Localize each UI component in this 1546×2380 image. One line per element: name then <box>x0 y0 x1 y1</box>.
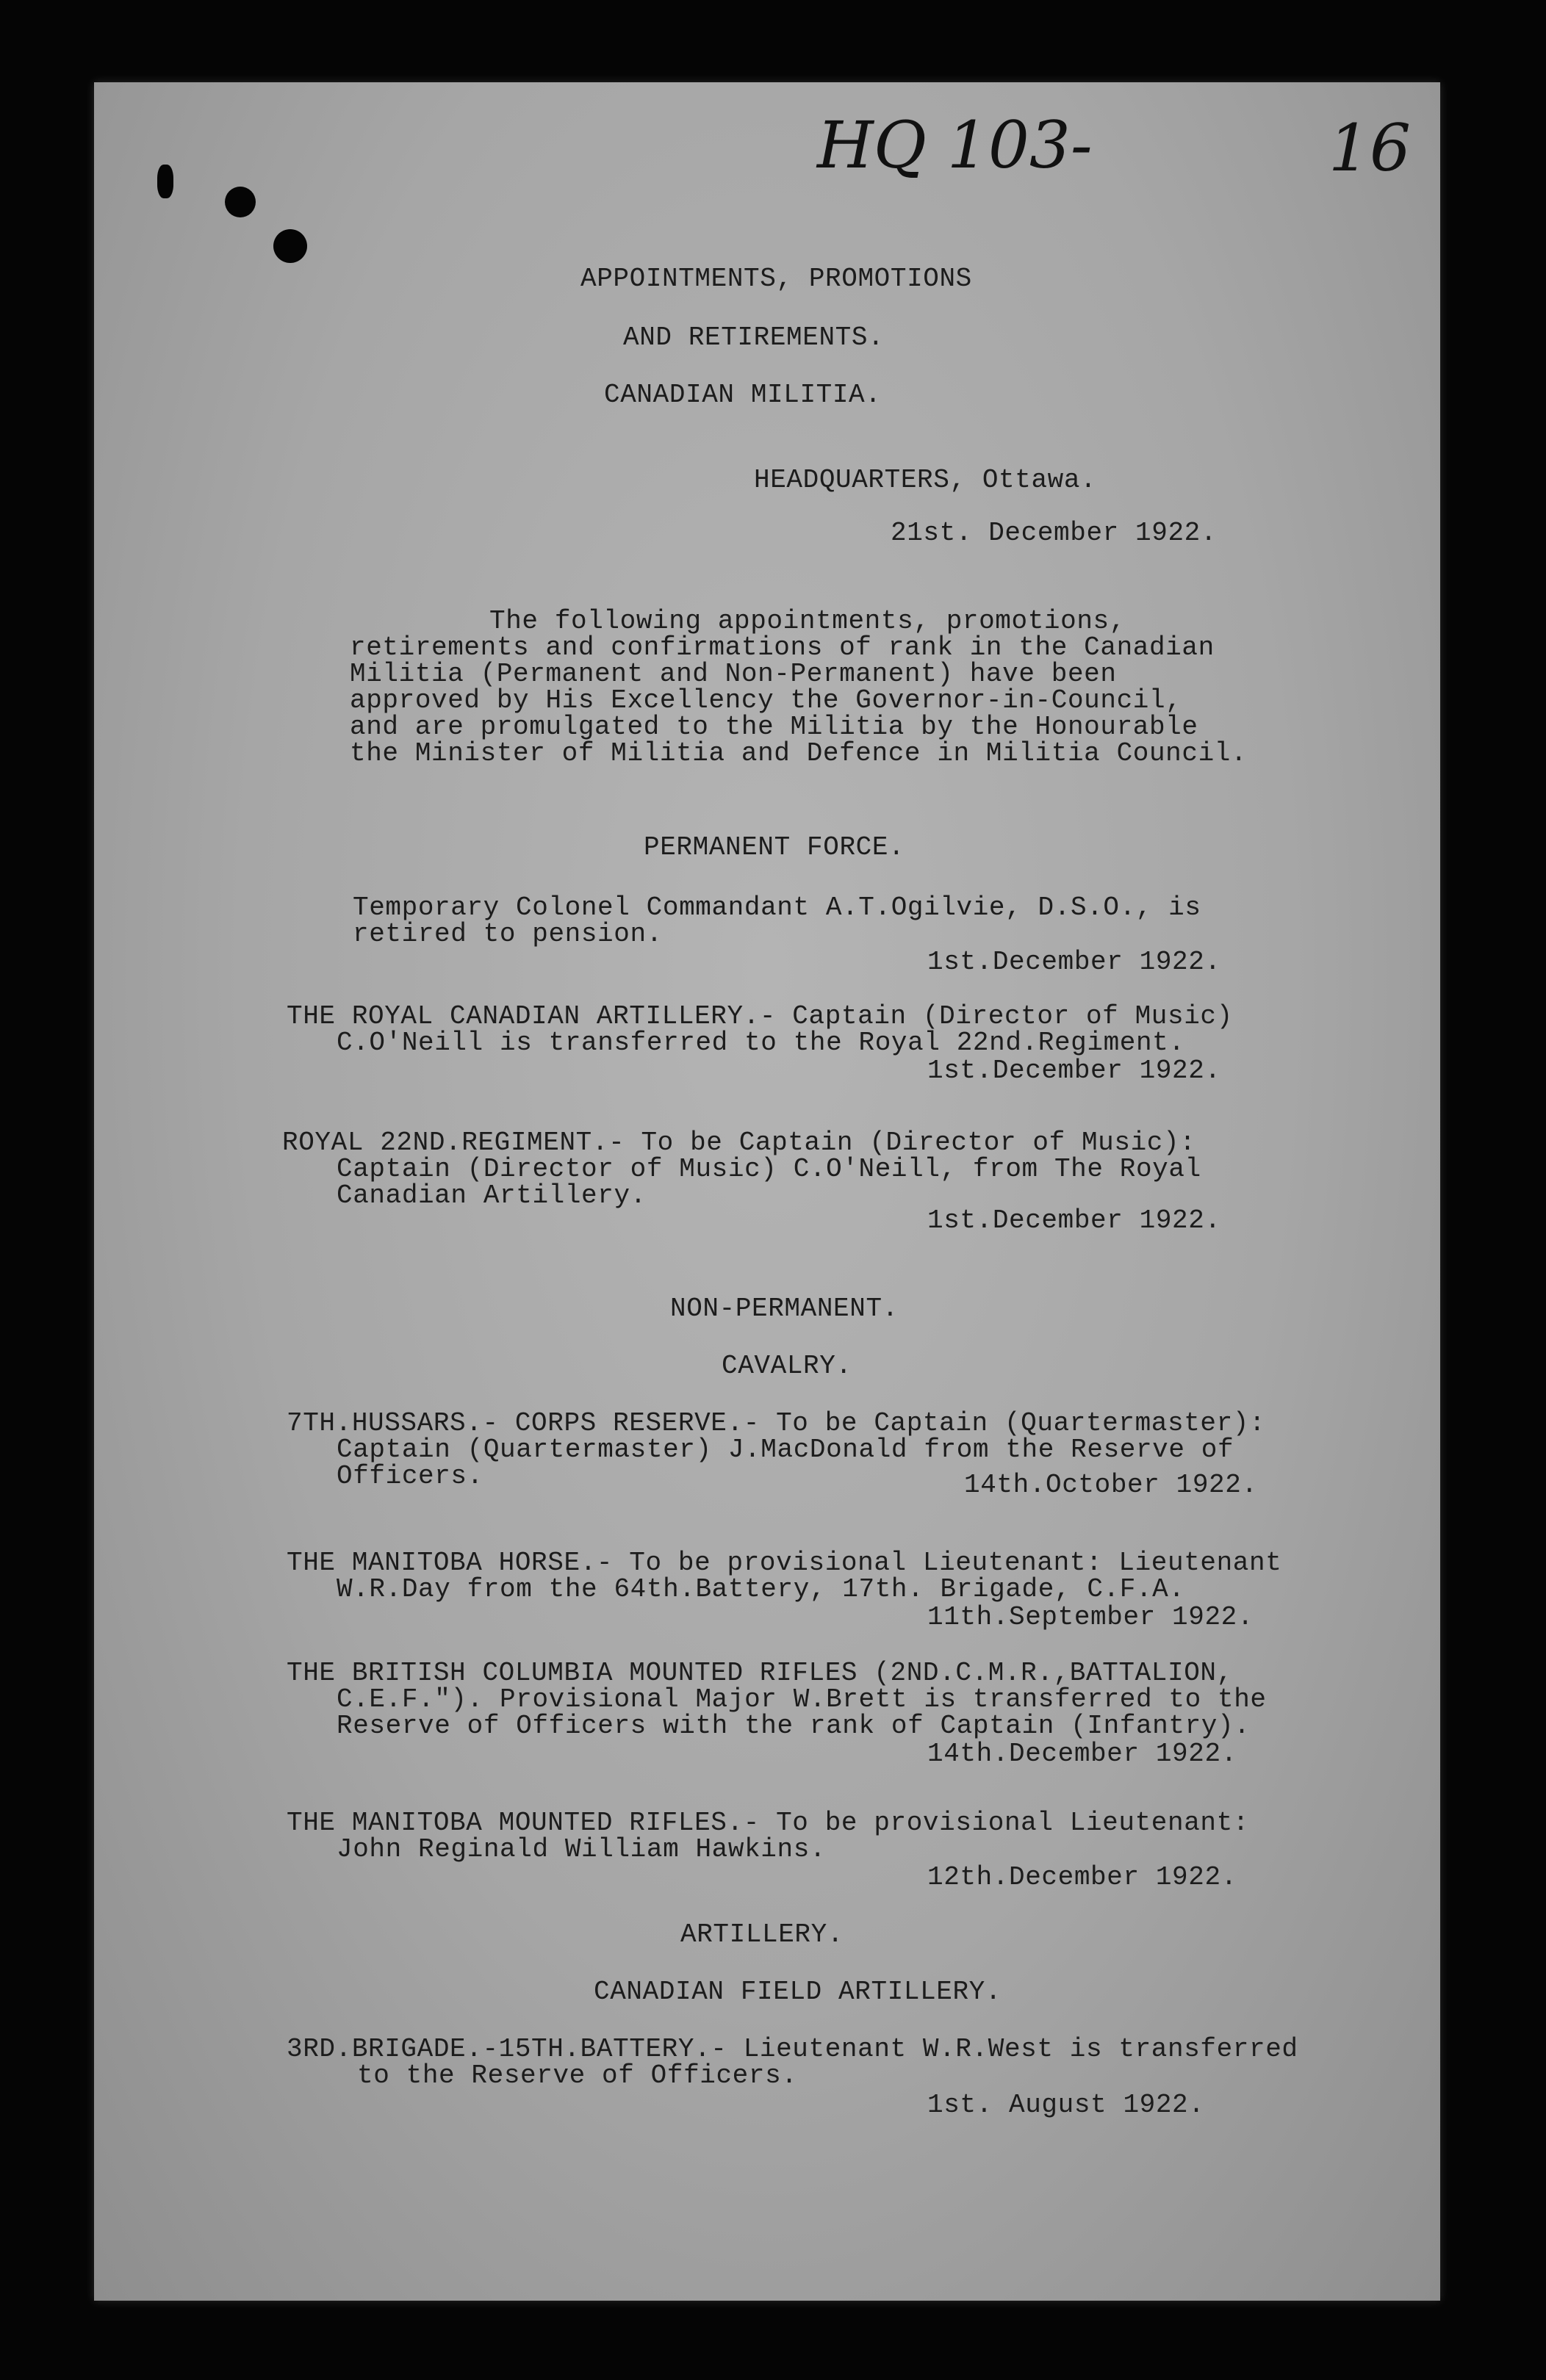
document-page <box>94 82 1440 2301</box>
intro-line-6: the Minister of Militia and Defence in Militia Council. <box>350 738 1248 768</box>
intro-line-4: approved by His Excellency the Governor-in-Council, <box>350 685 1182 715</box>
np-entry4-line-2: John Reginald William Hawkins. <box>337 1834 827 1864</box>
punch-hole-3 <box>273 229 307 263</box>
intro-line-2: retirements and confirmations of rank in the Canadian <box>350 632 1215 663</box>
header-date: 21st. December 1922. <box>891 518 1218 548</box>
intro-line-3: Militia (Permanent and Non-Permanent) have been <box>350 659 1117 689</box>
permanent-force-heading: PERMANENT FORCE. <box>644 832 905 862</box>
punch-hole-2 <box>225 187 256 217</box>
np-entry5-line-2: to the Reserve of Officers. <box>357 2060 798 2091</box>
punch-hole-1 <box>157 165 173 198</box>
np-entry5-date: 1st. August 1922. <box>927 2090 1205 2120</box>
pf-entry1-line-2: retired to pension. <box>353 919 663 949</box>
handwritten-reference: HQ 103- <box>817 107 1093 183</box>
np-entry4-line-1: THE MANITOBA MOUNTED RIFLES.- To be provisional Lieutenant: <box>287 1808 1250 1838</box>
pf-entry3-line-3: Canadian Artillery. <box>337 1180 647 1211</box>
intro-line-5: and are promulgated to the Militia by the Honourable <box>350 712 1198 742</box>
np-entry2-date: 11th.September 1922. <box>927 1602 1254 1632</box>
intro-line-1: The following appointments, promotions, <box>489 606 1126 636</box>
non-permanent-heading: NON-PERMANENT. <box>670 1294 899 1324</box>
pf-entry1-line-1: Temporary Colonel Commandant A.T.Ogilvie, D.S.O., is <box>353 892 1201 923</box>
pf-entry1-date: 1st.December 1922. <box>927 947 1221 977</box>
np-entry1-date: 14th.October 1922. <box>964 1470 1258 1500</box>
np-entry2-line-1: THE MANITOBA HORSE.- To be provisional Lieutenant: Lieutenant <box>287 1548 1282 1578</box>
np-entry1-line-2: Captain (Quartermaster) J.MacDonald from the Reserve of <box>337 1435 1234 1465</box>
handwritten-folio: 16 <box>1329 110 1411 186</box>
np-entry2-line-2: W.R.Day from the 64th.Battery, 17th. Brigade, C.F.A. <box>337 1574 1185 1604</box>
pf-entry2-date: 1st.December 1922. <box>927 1056 1221 1086</box>
artillery-heading: ARTILLERY. <box>680 1919 844 1950</box>
pf-entry2-line-2: C.O'Neill is transferred to the Royal 22nd.Regiment. <box>337 1028 1185 1058</box>
cfa-heading: CANADIAN FIELD ARTILLERY. <box>594 1977 1002 2007</box>
cavalry-heading: CAVALRY. <box>722 1351 852 1381</box>
pf-entry2-line-1: THE ROYAL CANADIAN ARTILLERY.- Captain (Director of Music) <box>287 1001 1233 1031</box>
title-line-2: AND RETIREMENTS. <box>623 322 885 353</box>
np-entry3-line-3: Reserve of Officers with the rank of Captain (Infantry). <box>337 1711 1251 1741</box>
title-line-3: CANADIAN MILITIA. <box>604 380 882 410</box>
np-entry3-line-1: THE BRITISH COLUMBIA MOUNTED RIFLES (2ND.C.M.R.,BATTALION, <box>287 1658 1233 1688</box>
np-entry4-date: 12th.December 1922. <box>927 1862 1237 1892</box>
np-entry5-line-1: 3RD.BRIGADE.-15TH.BATTERY.- Lieutenant W.R.West is transferred <box>287 2034 1298 2064</box>
np-entry3-date: 14th.December 1922. <box>927 1739 1237 1769</box>
pf-entry3-line-2: Captain (Director of Music) C.O'Neill, from The Royal <box>337 1154 1201 1184</box>
headquarters-location: HEADQUARTERS, Ottawa. <box>754 465 1097 495</box>
title-line-1: APPOINTMENTS, PROMOTIONS <box>580 264 972 294</box>
np-entry1-line-1: 7TH.HUSSARS.- CORPS RESERVE.- To be Captain (Quartermaster): <box>287 1408 1266 1438</box>
pf-entry3-line-1: ROYAL 22ND.REGIMENT.- To be Captain (Director of Music): <box>282 1128 1196 1158</box>
pf-entry3-date: 1st.December 1922. <box>927 1205 1221 1236</box>
np-entry3-line-2: C.E.F."). Provisional Major W.Brett is transferred to the <box>337 1684 1267 1714</box>
np-entry1-line-3: Officers. <box>337 1461 483 1491</box>
